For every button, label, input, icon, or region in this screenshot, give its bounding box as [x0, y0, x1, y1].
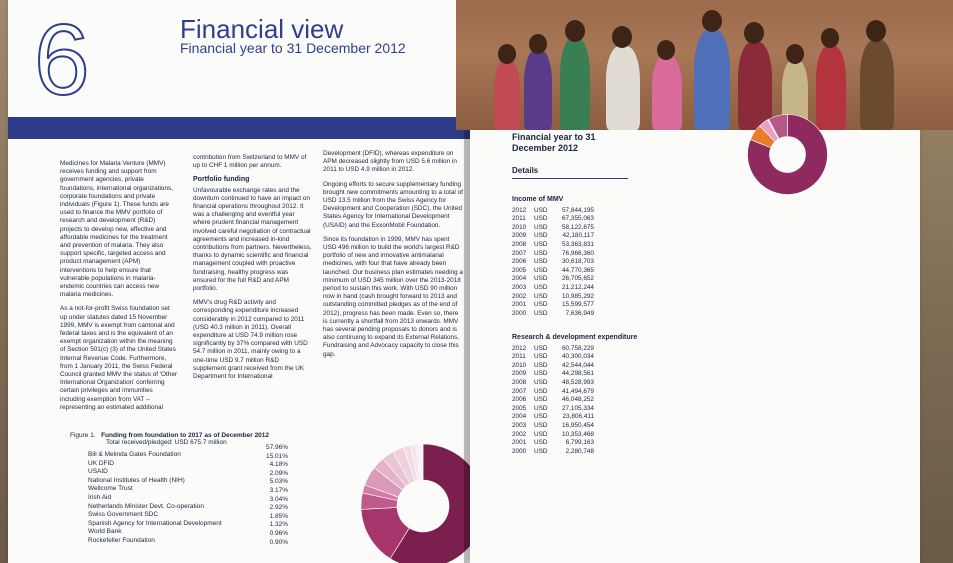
- paragraph: Since its foundation in 1999, MMV has spent USD 496 million to build the world's largest R&D portfolio of new and innovative antimalarial medicines, with four that have already been launched. Our business plan estimates needing a minimum of USD 345 million over the 2013-2018 period to sustain this work. With USD 90 million now in hand (cash brought forward to 2013 and outstanding committed pledges as of the end of 2012), progress has been made. Even so, there is currently a shortfall from 2013 onwards. MMV has several pending proposals to donors and is also continuing to expand its External Relations, Fundraising and Advocacy capacity to close this gap.: [323, 235, 463, 358]
- table-cell: 42,544,044: [562, 361, 594, 369]
- table-cell: 2004: [512, 275, 527, 283]
- table-cell: USD: [534, 249, 548, 257]
- percentage-label: 4.18%: [269, 461, 288, 469]
- rd-expenditure-table: [512, 334, 637, 456]
- table-cell: 2006: [512, 396, 527, 404]
- table-cell: 2000: [512, 447, 527, 455]
- table-cell: 2012: [512, 344, 527, 352]
- legend-item: World Bank: [88, 528, 122, 536]
- table-cell: 76,966,360: [562, 249, 594, 257]
- divider: [512, 178, 628, 179]
- table-cell: 48,528,993: [562, 378, 594, 386]
- table-row: [512, 353, 637, 362]
- table-row: [512, 275, 594, 284]
- percentage-label: 3.04%: [269, 495, 288, 503]
- page-subtitle: Financial year to 31 December 2012: [180, 40, 406, 56]
- table-cell: USD: [534, 240, 548, 248]
- table-row: [512, 370, 637, 379]
- table-row: [512, 345, 637, 354]
- table-cell: 6,799,163: [565, 439, 594, 447]
- left-column-1: [60, 160, 178, 418]
- table-cell: 67,355,063: [562, 215, 594, 223]
- paragraph: As a not-for-profit Swiss foundation set up under statutes dated 15 November 1999, MMV is exempt from cantonal and federal taxes and is the equivalent of an exempt organization within the meaning of Section 501(c) (3) of the United States Internal Revenue Code. Furthermore, from 1 January 2011, the Swiss Federal Council granted MMV the status of 'Other International Organization' conferring certain privileges and immunities including exemption from VAT – representing an estimated additional: [60, 305, 178, 411]
- legend-item: Wellcome Trust: [88, 485, 133, 493]
- figure1-donut-chart: [358, 441, 478, 563]
- table-cell: 2011: [512, 353, 526, 361]
- table-row: [512, 250, 594, 259]
- table-cell: USD: [534, 387, 548, 395]
- table-cell: USD: [534, 370, 548, 378]
- percentage-label: 1.85%: [269, 512, 288, 520]
- children-photo: [456, 0, 953, 130]
- figure2-donut-chart: [745, 112, 830, 197]
- table-row: [512, 388, 637, 397]
- table-cell: USD: [534, 413, 548, 421]
- table-cell: USD: [534, 266, 548, 274]
- table-cell: 2005: [512, 404, 527, 412]
- table-cell: USD: [534, 206, 548, 214]
- table-cell: USD: [534, 215, 548, 223]
- section-heading: Portfolio funding: [193, 176, 250, 184]
- child-figure: [860, 40, 894, 130]
- left-page: [8, 0, 478, 563]
- legend-item: National Institutes of Health (NIH): [88, 476, 185, 484]
- table-row: [512, 207, 594, 216]
- child-head: [702, 10, 722, 32]
- table-cell: 2006: [512, 258, 527, 266]
- table-cell: USD: [534, 447, 548, 455]
- figure1-subtitle: Total received/pledged: USD 675.7 million: [106, 439, 227, 446]
- table-row: [512, 405, 637, 414]
- table-cell: 27,105,334: [562, 404, 594, 412]
- paragraph: MMV's drug R&D activity and corresponding expenditure increased considerably in 2012 compared to 2011 (USD 40.3 million in 2011). Overall expenditure at USD 74.9 million rose significantly by 37% compared with USD 54.7 million in 2011, mainly owing to a one-time USD 9.7 million R&D supplement grant received from the UK Department for International: [193, 299, 308, 381]
- percentage-label: 57.96%: [265, 444, 288, 451]
- table-cell: USD: [534, 378, 548, 386]
- table-row: [512, 431, 637, 440]
- figure1-percentages: [240, 444, 288, 547]
- child-head: [612, 26, 632, 48]
- table-cell: 2003: [512, 421, 527, 429]
- table-cell: 46,048,252: [562, 396, 594, 404]
- income-table: [512, 196, 594, 318]
- table-cell: 7,636,949: [565, 309, 594, 317]
- table-cell: USD: [534, 344, 548, 352]
- table-row: [512, 362, 637, 371]
- percentage-label: 0.90%: [269, 538, 288, 546]
- table-cell: 2,280,748: [565, 447, 594, 455]
- paragraph: Medicines for Malaria Venture (MMV) receives funding and support from government agencies, private foundations, international organizations, corporate foundations and private individuals (Figure 1). These funds are used to finance the MMV portfolio of research and development (R&D) projects to develop new, effective and affordable medicines for the treatment and prevention of malaria. They also support specific, targeted access and product management (APM) interventions to help ensure that vulnerable populations in malaria-endemic countries can access new malaria medicines.: [60, 160, 173, 299]
- table-cell: USD: [534, 309, 548, 317]
- table-cell: 21,212,244: [562, 283, 594, 291]
- table-row: [512, 396, 637, 405]
- table-cell: 10,985,292: [562, 292, 594, 300]
- table-cell: 2007: [512, 387, 527, 395]
- table-cell: 42,180,117: [562, 232, 594, 240]
- table-cell: 2008: [512, 378, 527, 386]
- child-figure: [560, 38, 590, 130]
- legend-item: Irish Aid: [88, 493, 112, 501]
- table-cell: 15,599,577: [562, 301, 594, 309]
- table-row: [512, 301, 594, 310]
- details-heading: Details: [512, 166, 539, 175]
- table-row: [512, 232, 594, 241]
- table-cell: USD: [534, 396, 548, 404]
- table-cell: 2002: [512, 292, 527, 300]
- table-cell: USD: [534, 292, 548, 300]
- table-cell: 53,363,831: [562, 240, 594, 248]
- table-row: [512, 422, 637, 431]
- table-cell: 2011: [512, 215, 526, 223]
- table-row: [512, 310, 594, 319]
- table-row: [512, 284, 594, 293]
- table-cell: 10,353,468: [562, 430, 594, 438]
- legend-item: Netherlands Minister Devt. Co-operation: [88, 502, 204, 510]
- legend-item: Spanish Agency for International Development: [88, 519, 222, 527]
- child-head: [565, 20, 585, 42]
- table-row: [512, 439, 637, 448]
- table-cell: USD: [534, 275, 548, 283]
- page-title: Financial view: [180, 14, 344, 44]
- child-head: [866, 20, 886, 42]
- table-cell: 2001: [512, 301, 527, 309]
- paragraph: Unfavourable exchange rates and the downturn continued to have an impact on financial operations throughout 2012. It was a challenging and eventful year where prudent financial management involved careful negotiation of contractual agreements and increased in-kind contributions from partners. Nevertheless, thanks to dynamic scientific and financial management coupled with proactive fundraising, healthy progress was ensured for the full R&D and APM portfolio.: [193, 186, 312, 293]
- table-cell: USD: [534, 353, 548, 361]
- child-figure: [524, 50, 552, 130]
- table-cell: USD: [534, 439, 548, 447]
- figure1-label: Figure 1.: [70, 432, 96, 439]
- table-cell: 2000: [512, 309, 527, 317]
- table-cell: USD: [534, 232, 548, 240]
- table-cell: USD: [534, 301, 548, 309]
- table-cell: 16,950,454: [562, 421, 594, 429]
- legend-item: UK DFID: [88, 459, 114, 467]
- left-column-2: [193, 154, 313, 387]
- table-cell: 57,844,195: [562, 206, 594, 214]
- table-cell: 2002: [512, 430, 527, 438]
- table-cell: 44,770,365: [562, 266, 594, 274]
- table-row: [512, 241, 594, 250]
- table-row: [512, 215, 594, 224]
- table-cell: USD: [534, 258, 548, 266]
- table-cell: 60,758,229: [562, 344, 594, 352]
- table-cell: 2001: [512, 439, 527, 447]
- table-cell: 26,705,652: [562, 275, 594, 283]
- legend-item: Swiss Government SDC: [88, 511, 159, 519]
- table-cell: USD: [534, 283, 548, 291]
- table-cell: 44,298,561: [562, 370, 594, 378]
- chapter-number: 6: [34, 4, 90, 116]
- table-cell: USD: [534, 223, 548, 231]
- child-figure: [494, 60, 520, 130]
- rd-heading: Research & development expenditure: [512, 334, 638, 341]
- child-head: [744, 22, 764, 44]
- table-cell: 2005: [512, 266, 527, 274]
- table-row: [512, 293, 594, 302]
- table-row: [512, 258, 594, 267]
- table-row: [512, 413, 637, 422]
- percentage-label: 5.03%: [269, 478, 288, 486]
- table-cell: 2004: [512, 413, 527, 421]
- percentage-label: 2.09%: [269, 469, 288, 477]
- table-cell: 2009: [512, 370, 527, 378]
- child-head: [657, 40, 675, 60]
- child-head: [498, 44, 516, 64]
- table-cell: USD: [534, 404, 548, 412]
- paragraph: contribution from Switzerland to MMV of up to CHF 1 million per annum.: [193, 154, 307, 170]
- table-row: [512, 379, 637, 388]
- table-row: [512, 267, 594, 276]
- child-figure: [694, 30, 730, 130]
- table-cell: 23,806,411: [562, 413, 594, 421]
- legend-item: Rockefeller Foundation: [88, 536, 155, 544]
- table-cell: 2007: [512, 249, 527, 257]
- table-cell: 41,494,679: [562, 387, 594, 395]
- table-cell: 40,300,034: [562, 353, 594, 361]
- percentage-label: 15.01%: [265, 452, 288, 460]
- right-page-title: Financial year to 31 December 2012: [512, 132, 596, 153]
- child-figure: [652, 56, 682, 130]
- table-cell: 2003: [512, 283, 527, 291]
- child-head: [529, 34, 547, 54]
- table-cell: 2010: [512, 361, 527, 369]
- legend-item: Bill & Melinda Gates Foundation: [88, 451, 181, 458]
- table-cell: 30,618,703: [562, 258, 594, 266]
- table-cell: USD: [534, 430, 548, 438]
- legend-item: USAID: [88, 468, 108, 476]
- percentage-label: 0.96%: [269, 529, 288, 537]
- child-head: [786, 44, 804, 64]
- table-cell: USD: [534, 421, 548, 429]
- percentage-label: 2.92%: [269, 504, 288, 512]
- percentage-label: 3.17%: [269, 486, 288, 494]
- figure1-legend: [88, 451, 222, 546]
- blue-band: [8, 117, 478, 139]
- table-cell: 2008: [512, 240, 527, 248]
- table-row: [512, 448, 637, 457]
- table-cell: 2012: [512, 206, 527, 214]
- percentage-label: 1.32%: [269, 521, 288, 529]
- figure1-title: Funding from foundation to 2017 as of December 2012: [101, 432, 270, 439]
- table-cell: 58,122,675: [562, 223, 594, 231]
- paragraph: Ongoing efforts to secure supplementary funding brought new commitments amounting to a total of USD 13.5 million from the Swiss Agency for Development and Cooperation (SDC), the United States Agency for International Development (USAID) and the ExxonMobil Foundation.: [323, 180, 463, 229]
- child-head: [821, 28, 839, 48]
- table-cell: USD: [534, 361, 548, 369]
- table-cell: 2009: [512, 232, 527, 240]
- paragraph: Development (DFID), whereas expenditure on APM decreased slightly from USD 5.6 million in 2011 to USD 4.9 million in 2012.: [323, 150, 457, 174]
- child-figure: [606, 46, 640, 130]
- left-column-3: [323, 150, 463, 365]
- income-heading: Income of MMV: [512, 196, 564, 203]
- table-row: [512, 224, 594, 233]
- table-cell: 2010: [512, 223, 527, 231]
